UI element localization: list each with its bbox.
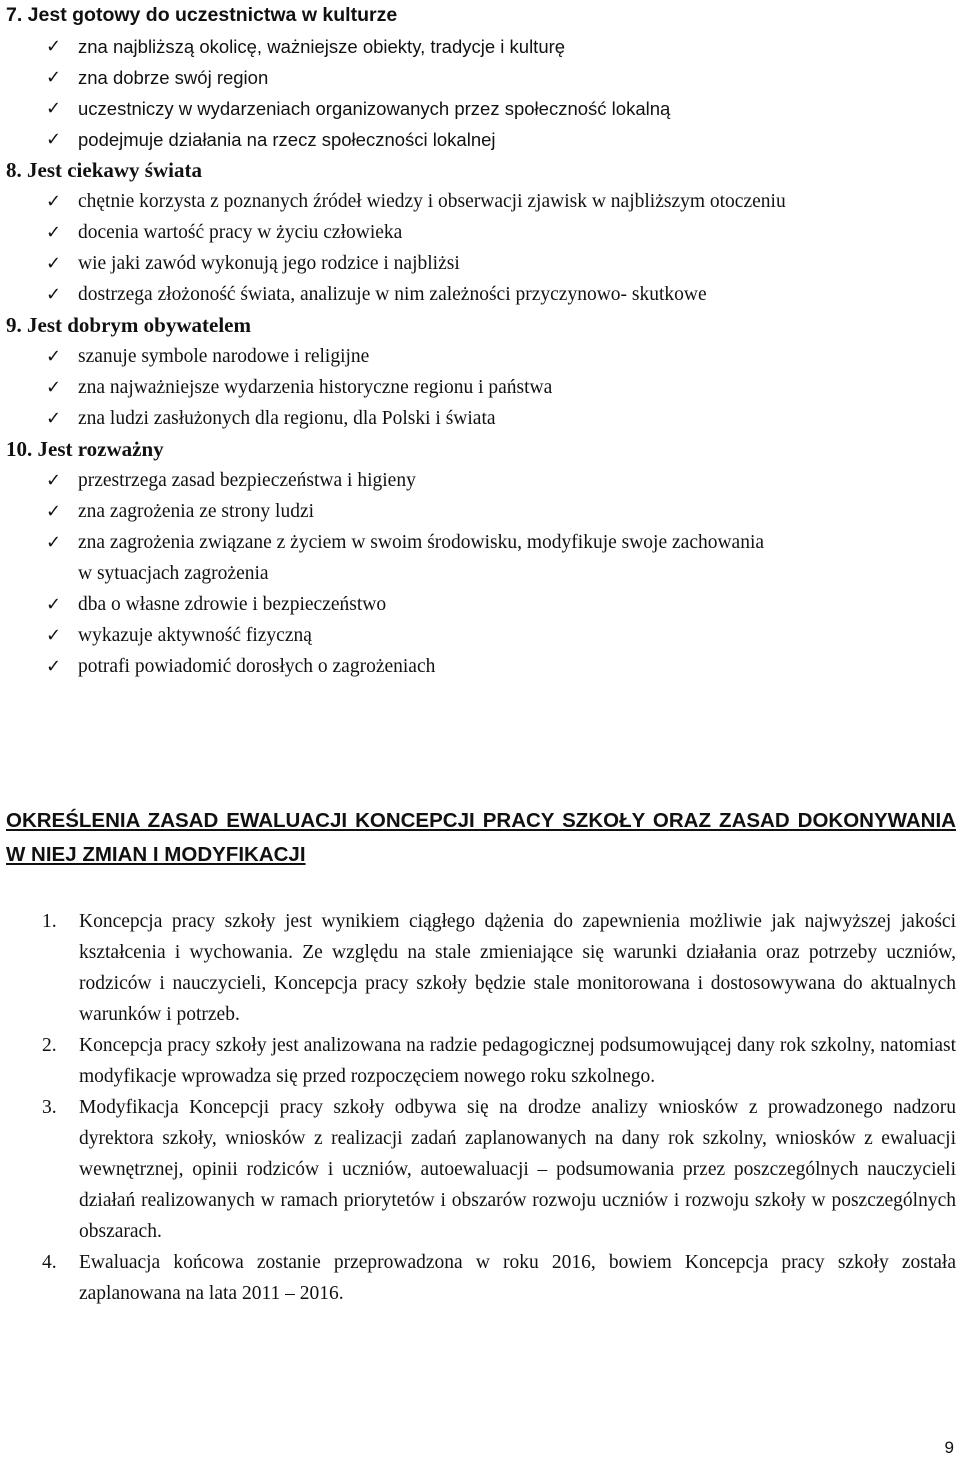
page-number: 9 (944, 1438, 954, 1457)
list-item: ✓ dba o własne zdrowie i bezpieczeństwo (0, 589, 960, 620)
list-item: ✓ szanuje symbole narodowe i religijne (0, 341, 960, 372)
checkmark-icon: ✓ (46, 253, 62, 274)
checkmark-icon: ✓ (46, 656, 62, 677)
numbered-item (0, 1092, 960, 1247)
checkmark-icon: ✓ (46, 594, 62, 615)
item-text: Modyfikacja Koncepcji pracy szkoły odbywa się na drodze analizy wniosków z prowadzonego nadzoru dyrektora szkoły, wniosków z realizacji zadań zaplanowanych na dany rok szkolny, wniosków z ewaluacji wewnętrznej, opinii rodziców i uczniów, autoewaluacji – podsumowania przez poszczególnych nauczycieli działań realizowanych w ramach priorytetów i obszarów rozwoju uczniów i rozwoju szkoły w poszczególnych obszarach. (79, 1097, 956, 1242)
checkmark-icon: ✓ (46, 284, 62, 305)
list-item: ✓ zna zagrożenia ze strony ludzi (0, 496, 960, 527)
list-item: ✓ podejmuje działania na rzecz społeczności lokalnej (0, 124, 960, 155)
section-10 (0, 434, 960, 682)
list-item: ✓ wykazuje aktywność fizyczną (0, 620, 960, 651)
item-number: 1. (42, 911, 57, 932)
checkmark-icon: ✓ (46, 67, 62, 88)
checkmark-icon: ✓ (46, 346, 62, 367)
list-item: ✓ potrafi powiadomić dorosłych o zagrożeniach (0, 651, 960, 682)
checkmark-icon: ✓ (46, 532, 62, 553)
checkmark-icon: ✓ (46, 98, 62, 119)
item-text: Koncepcja pracy szkoły jest wynikiem ciągłego dążenia do zapewnienia możliwie jak najwyższej jakości kształcenia i wychowania. Ze względu na stale zmieniające się warunki działania oraz potrzeby uczniów, rodziców i nauczycieli, Koncepcja pracy szkoły będzie stale monitorowana i dostosowywana do aktualnych warunków i potrzeb. (79, 911, 956, 1025)
section-title: 7. Jest gotowy do uczestnictwa w kulturze (6, 4, 398, 26)
list-item-continuation: w sytuacjach zagrożenia (78, 563, 269, 584)
list-item: ✓ dostrzega złożoność świata, analizuje w nim zależności przyczynowo- skutkowe (0, 279, 960, 310)
section-9 (0, 310, 960, 434)
list-item: ✓ przestrzega zasad bezpieczeństwa i higieny (0, 465, 960, 496)
list-item: ✓ zna najbliższą okolicę, ważniejsze obiekty, tradycje i kulturę (0, 31, 960, 62)
list-item: ✓ zna najważniejsze wydarzenia historyczne regionu i państwa (0, 372, 960, 403)
section-title: 8. Jest ciekawy świata (6, 158, 202, 182)
checkmark-icon: ✓ (46, 470, 62, 491)
section-title: 9. Jest dobrym obywatelem (6, 313, 251, 337)
checkmark-icon: ✓ (46, 501, 62, 522)
checkmark-icon: ✓ (46, 36, 62, 57)
list-item: ✓ zna zagrożenia związane z życiem w swoim środowisku, modyfikuje swoje zachowania w sytuacjach zagrożenia (0, 527, 960, 589)
numbered-item (0, 906, 960, 1030)
checkmark-icon: ✓ (46, 129, 62, 150)
section-title: 10. Jest rozważny (6, 437, 164, 461)
checkmark-icon: ✓ (46, 625, 62, 646)
item-text: Koncepcja pracy szkoły jest analizowana na radzie pedagogicznej podsumowującej dany rok szkolny, natomiast modyfikacje wprowadza się przed rozpoczęciem nowego roku szkolnego. (79, 1035, 956, 1087)
chapter-heading: OKREŚLENIA ZASAD EWALUACJI KONCEPCJI PRACY SZKOŁY ORAZ ZASAD DOKONYWANIA W NIEJ ZMIAN I MODYFIKACJI (6, 809, 956, 866)
checkmark-icon: ✓ (46, 222, 62, 243)
numbered-item (0, 1030, 960, 1092)
list-item: ✓ chętnie korzysta z poznanych źródeł wiedzy i obserwacji zjawisk w najbliższym otoczeniu (0, 186, 960, 217)
checkmark-icon: ✓ (46, 377, 62, 398)
item-number: 4. (42, 1252, 57, 1273)
checklist (0, 31, 960, 155)
checklist (0, 341, 960, 434)
list-item: ✓ wie jaki zawód wykonują jego rodzice i najbliżsi (0, 248, 960, 279)
list-item: ✓ zna ludzi zasłużonych dla regionu, dla Polski i świata (0, 403, 960, 434)
list-item: ✓ zna dobrze swój region (0, 62, 960, 93)
numbered-list (0, 906, 960, 1309)
item-number: 3. (42, 1097, 57, 1118)
section-7 (0, 0, 960, 155)
item-number: 2. (42, 1035, 57, 1056)
checkmark-icon: ✓ (46, 191, 62, 212)
item-text: Ewaluacja końcowa zostanie przeprowadzona w roku 2016, bowiem Koncepcja pracy szkoły została zaplanowana na lata 2011 – 2016. (79, 1252, 956, 1304)
checklist (0, 465, 960, 682)
section-8 (0, 155, 960, 310)
checklist (0, 186, 960, 310)
list-item: ✓ docenia wartość pracy w życiu człowieka (0, 217, 960, 248)
list-item: ✓ uczestniczy w wydarzeniach organizowanych przez społeczność lokalną (0, 93, 960, 124)
numbered-item (0, 1247, 960, 1309)
checkmark-icon: ✓ (46, 408, 62, 429)
